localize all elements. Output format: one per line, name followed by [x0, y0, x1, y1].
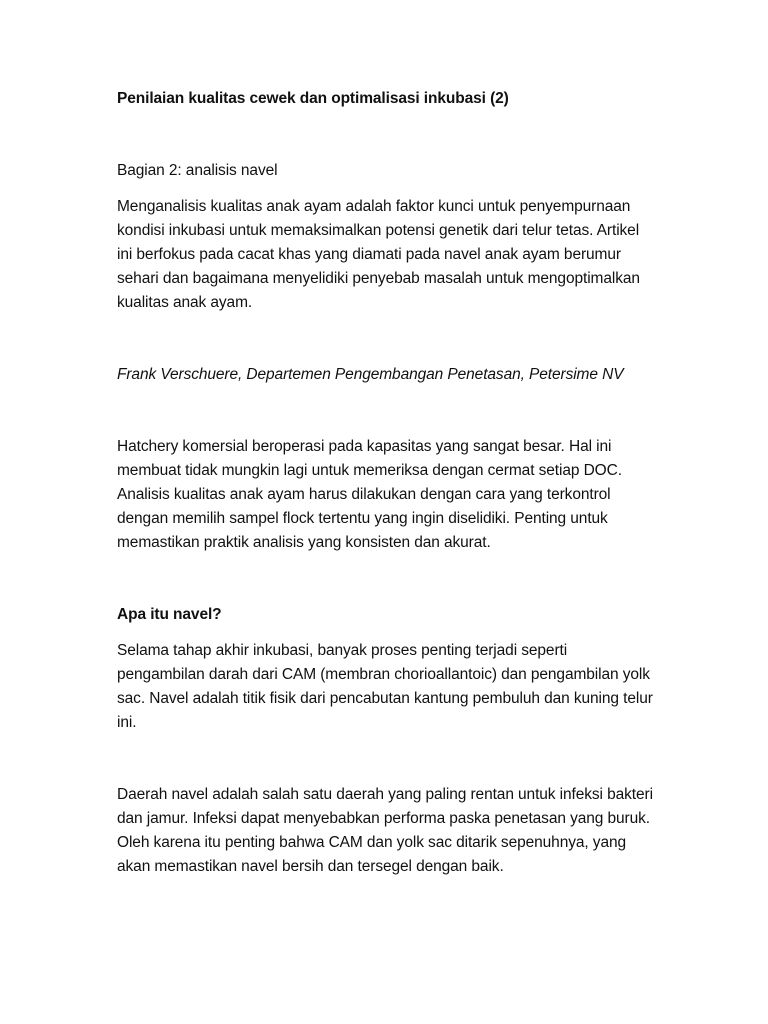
section-heading-navel: Apa itu navel?: [117, 606, 222, 623]
section-subtitle: Bagian 2: analisis navel: [117, 162, 278, 179]
body-paragraph-infection: Daerah navel adalah salah satu daerah yang paling rentan untuk infeksi bakteri dan jamur. Infeksi dapat menyebabkan performa paska penetasan yang buruk. Oleh karena itu penting bahwa CAM dan yolk sac ditarik sepenuhnya, yang akan memastikan navel bersih dan tersegel dengan baik.: [117, 786, 653, 875]
body-paragraph-incubation: Selama tahap akhir inkubasi, banyak proses penting terjadi seperti pengambilan darah dari CAM (membran chorioallantoic) dan pengambilan yolk sac. Navel adalah titik fisik dari pencabutan kantung pembuluh dan kuning telur ini.: [117, 642, 653, 731]
author-line: Frank Verschuere, Departemen Pengembangan Penetasan, Petersime NV: [117, 366, 624, 383]
body-paragraph-hatchery: Hatchery komersial beroperasi pada kapasitas yang sangat besar. Hal ini membuat tidak mungkin lagi untuk memeriksa dengan cermat setiap DOC. Analisis kualitas anak ayam harus dilakukan dengan cara yang terkontrol dengan memilih sampel flock tertentu yang ingin diselidiki. Penting untuk memastikan praktik analisis yang konsisten dan akurat.: [117, 438, 622, 551]
document-title: Penilaian kualitas cewek dan optimalisasi inkubasi (2): [117, 90, 509, 107]
intro-paragraph: Menganalisis kualitas anak ayam adalah faktor kunci untuk penyempurnaan kondisi inkubasi untuk memaksimalkan potensi genetik dari telur tetas. Artikel ini berfokus pada cacat khas yang diamati pada navel anak ayam berumur sehari dan bagaimana menyelidiki penyebab masalah untuk mengoptimalkan kualitas anak ayam.: [117, 198, 640, 311]
